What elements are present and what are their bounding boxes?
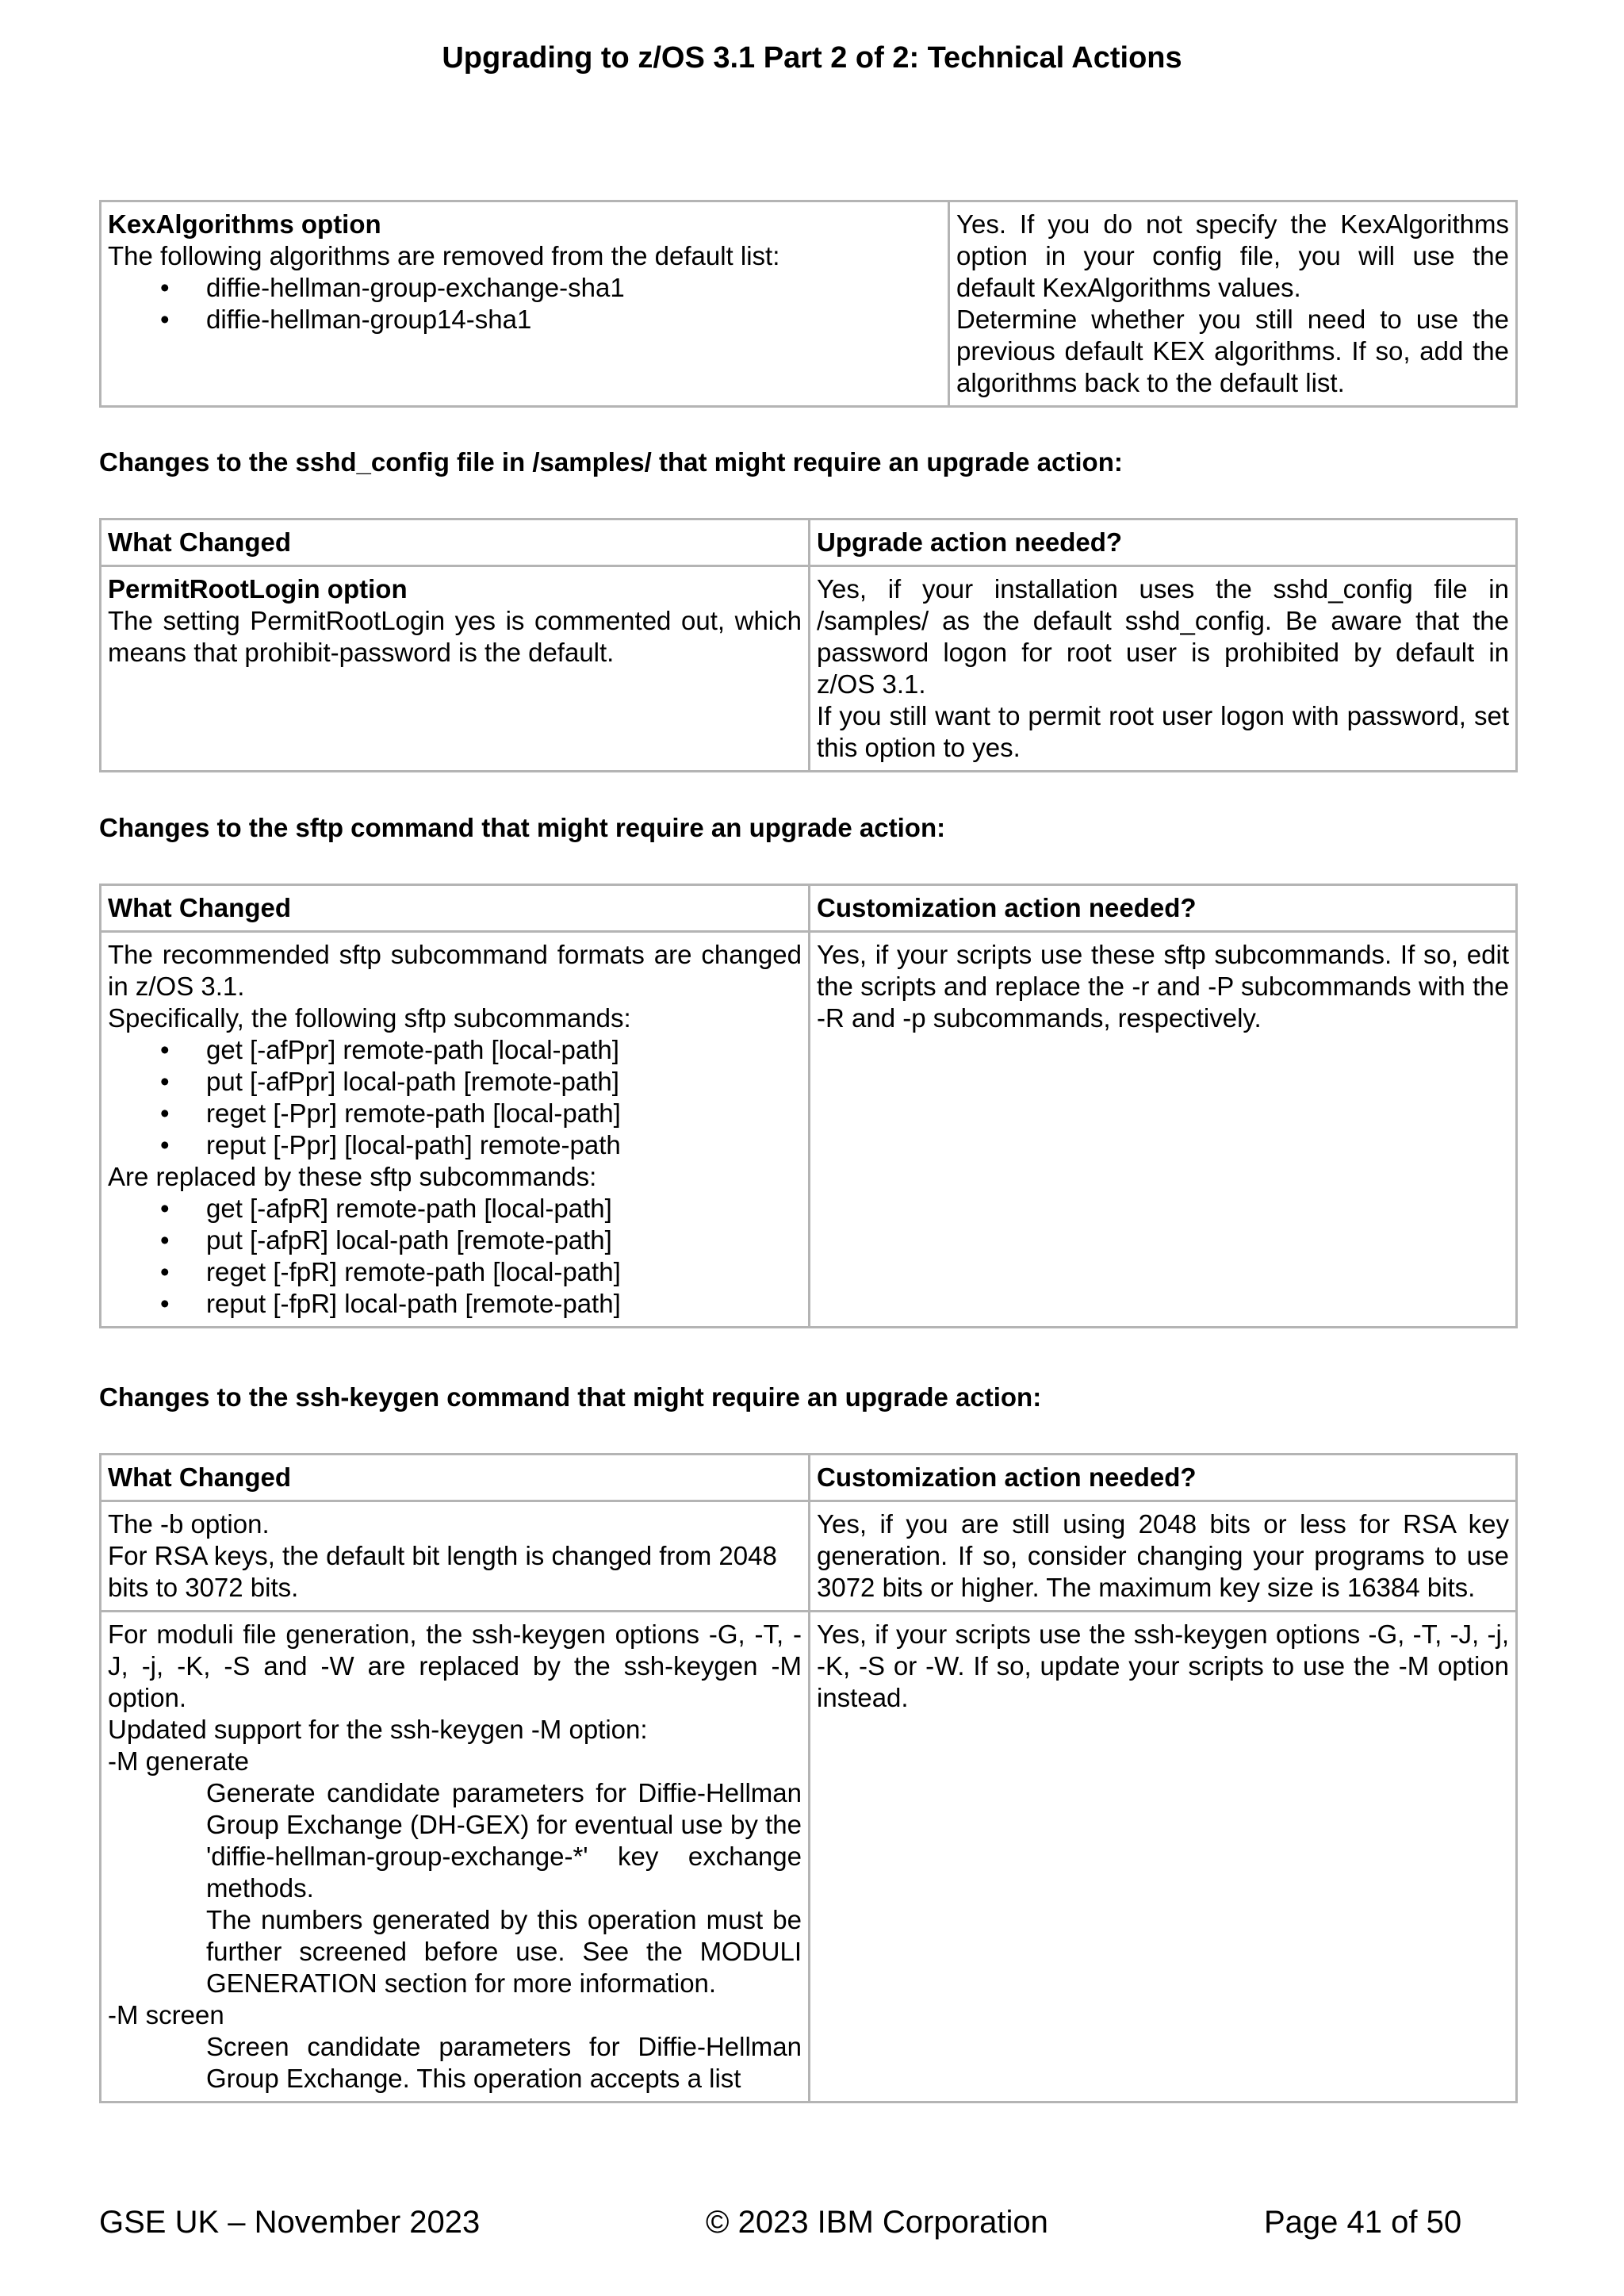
cell-text: If you still want to permit root user logon with password, set this option to yes. (817, 701, 1509, 762)
indented-text: Generate candidate parameters for Diffie-Hellman Group Exchange (DH-GEX) for eventual use by the 'diffie-hellman-group-exchange-*' key exchange methods. (206, 1778, 802, 1903)
action-cell (810, 1501, 1517, 1612)
bullet-list (108, 1034, 802, 1161)
cell-text: Determine whether you still need to use the previous default KEX algorithms. If so, add the algorithms back to the default list. (956, 305, 1509, 397)
cell-text: Yes, if you are still using 2048 bits or less for RSA key generation. If so, consider changing your programs to use 3072 bits or higher. The maximum key size is 16384 bits. (817, 1509, 1509, 1602)
list-item: • reget [-Ppr] remote-path [local-path] (206, 1098, 802, 1129)
list-item: • put [-afPpr] local-path [remote-path] (206, 1066, 802, 1098)
cell-text: The setting PermitRootLogin yes is commented out, which means that prohibit-password is the default. (108, 606, 802, 667)
cell-text: Yes, if your scripts use the ssh-keygen options -G, -T, -J, -j, -K, -S or -W. If so, update your scripts to use the -M option instead. (817, 1619, 1509, 1712)
cell-text: Yes. If you do not specify the KexAlgorithms option in your config file, you will use the default KexAlgorithms values. (956, 209, 1509, 302)
table-header-row (101, 885, 1517, 932)
column-header: What Changed (101, 1455, 810, 1501)
list-item: • reget [-fpR] remote-path [local-path] (206, 1256, 802, 1288)
table-row (101, 932, 1517, 1328)
footer-left: GSE UK – November 2023 (99, 2205, 481, 2240)
what-changed-cell (101, 1612, 810, 2102)
cell-text: Specifically, the following sftp subcommands: (108, 1003, 631, 1033)
cell-text: Yes, if your scripts use these sftp subcommands. If so, edit the scripts and replace the -r and -P subcommands with the -R and -p subcommands, respectively. (817, 940, 1509, 1033)
indented-text: The numbers generated by this operation must be further screened before use. See the MODULI GENERATION section for more information. (206, 1905, 802, 1998)
action-cell (810, 932, 1517, 1328)
table-row (101, 201, 1517, 407)
table-header-row (101, 519, 1517, 566)
bullet-list (108, 272, 941, 335)
page-title: Upgrading to z/OS 3.1 Part 2 of 2: Technical Actions (442, 41, 1182, 75)
column-header: What Changed (101, 885, 810, 932)
section-heading-sftp: Changes to the sftp command that might require an upgrade action: (99, 813, 946, 842)
list-item: • put [-afpR] local-path [remote-path] (206, 1225, 802, 1256)
action-cell (949, 201, 1517, 407)
cell-text: Updated support for the ssh-keygen -M option: (108, 1715, 648, 1744)
table-row (101, 1612, 1517, 2102)
table-header-row (101, 1455, 1517, 1501)
ssh-keygen-table (99, 1453, 1518, 2103)
action-cell (810, 1612, 1517, 2102)
table-row (101, 1501, 1517, 1612)
column-header: Customization action needed? (810, 885, 1517, 932)
section-heading-sshd: Changes to the sshd_config file in /samples/ that might require an upgrade action: (99, 447, 1123, 477)
what-changed-cell (101, 932, 810, 1328)
cell-text: The following algorithms are removed from the default list: (108, 241, 780, 270)
bullet-list (108, 1193, 802, 1320)
indented-text: Screen candidate parameters for Diffie-Hellman Group Exchange. This operation accepts a list (206, 2032, 802, 2093)
sftp-table (99, 884, 1518, 1328)
column-header: What Changed (101, 519, 810, 566)
column-header: Upgrade action needed? (810, 519, 1517, 566)
cell-text: For RSA keys, the default bit length is changed from 2048 bits to 3072 bits. (108, 1541, 777, 1602)
cell-text: The -b option. (108, 1509, 270, 1539)
column-header: Customization action needed? (810, 1455, 1517, 1501)
list-item: • reput [-fpR] local-path [remote-path] (206, 1288, 802, 1320)
table-row (101, 566, 1517, 772)
what-changed-cell (101, 201, 949, 407)
option-title: PermitRootLogin option (108, 574, 408, 604)
list-item: • diffie-hellman-group-exchange-sha1 (206, 272, 941, 304)
what-changed-cell (101, 566, 810, 772)
list-item: • get [-afpR] remote-path [local-path] (206, 1193, 802, 1225)
list-item: • diffie-hellman-group14-sha1 (206, 304, 941, 335)
section-heading-keygen: Changes to the ssh-keygen command that might require an upgrade action: (99, 1382, 1042, 1412)
footer-center: © 2023 IBM Corporation (706, 2205, 1048, 2240)
what-changed-cell (101, 1501, 810, 1612)
list-item: • get [-afPpr] remote-path [local-path] (206, 1034, 802, 1066)
option-label: -M screen (108, 2000, 224, 2030)
option-label: -M generate (108, 1746, 249, 1776)
action-cell (810, 566, 1517, 772)
cell-text: Are replaced by these sftp subcommands: (108, 1162, 597, 1191)
list-item: • reput [-Ppr] [local-path] remote-path (206, 1129, 802, 1161)
kex-algorithms-table (99, 200, 1518, 408)
footer-page-number: Page 41 of 50 (1264, 2205, 1462, 2240)
cell-text: The recommended sftp subcommand formats are changed in z/OS 3.1. (108, 940, 802, 1001)
option-title: KexAlgorithms option (108, 209, 381, 239)
cell-text: Yes, if your installation uses the sshd_config file in /samples/ as the default sshd_config. Be aware that the password logon for root user is prohibited by default in z/OS 3.1. (817, 574, 1509, 699)
sshd-config-table (99, 518, 1518, 772)
cell-text: For moduli file generation, the ssh-keygen options -G, -T, -J, -j, -K, -S and -W are replaced by the ssh-keygen -M option. (108, 1619, 802, 1712)
